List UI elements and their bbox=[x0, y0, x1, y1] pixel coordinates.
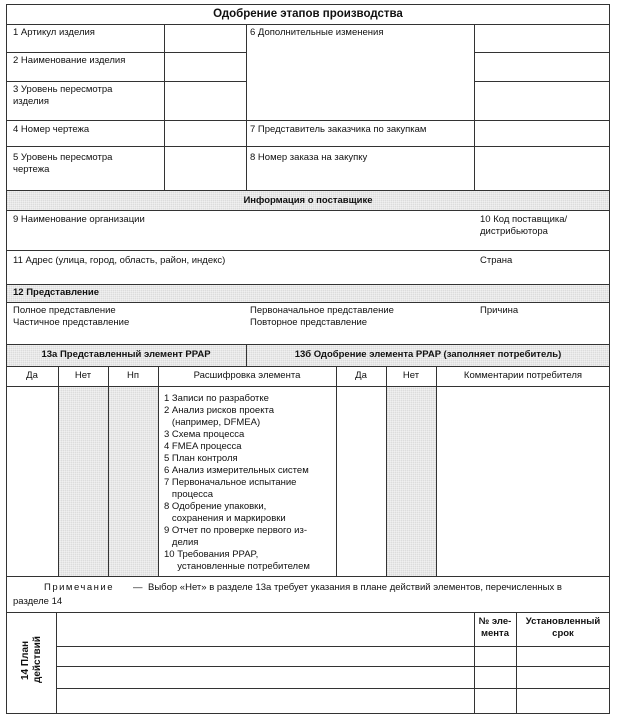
ppap-element-line: 2 Анализ рисков проекта bbox=[164, 405, 274, 416]
note-text-line2: разделе 14 bbox=[13, 596, 63, 607]
full-submission-label: Полное представление bbox=[13, 305, 116, 316]
col-no2-header: Нет bbox=[402, 370, 420, 381]
col-yes-header: Да bbox=[26, 370, 38, 381]
col-deadline-header-line2: срок bbox=[552, 628, 574, 639]
field-10-label: 10 Код поставщика/ bbox=[480, 214, 568, 225]
field-3-label: 3 Уровень пересмотра bbox=[13, 84, 113, 95]
ppap-element-line: (например, DFMEA) bbox=[164, 417, 261, 428]
ppap-element-line: 8 Одобрение упаковки, bbox=[164, 501, 267, 512]
ppap-elements-list bbox=[164, 393, 310, 573]
field-2-label: 2 Наименование изделия bbox=[13, 55, 126, 66]
field-4-label: 4 Номер чертежа bbox=[13, 124, 90, 135]
country-label: Страна bbox=[480, 255, 513, 266]
field-1-label: 1 Артикул изделия bbox=[13, 27, 95, 38]
field-5-label-line2: чертежа bbox=[13, 164, 50, 175]
field-3-label-line2: изделия bbox=[13, 96, 49, 107]
col-element-number-header: № эле- bbox=[478, 616, 512, 627]
resubmission-label: Повторное представление bbox=[250, 317, 368, 328]
field-7-label: 7 Представитель заказчика по закупкам bbox=[250, 124, 427, 135]
col-deadline-header: Установленный bbox=[525, 616, 601, 627]
action-plan-label: 14 План действий bbox=[20, 636, 43, 684]
section-13a-header: 13а Представленный элемент PPAP bbox=[41, 349, 211, 360]
col-na-header: Нп bbox=[126, 370, 139, 381]
partial-submission-label: Частичное представление bbox=[13, 317, 130, 328]
col-comments-header: Комментарии потребителя bbox=[463, 370, 583, 381]
form-title: Одобрение этапов производства bbox=[213, 8, 403, 20]
col-yes2-header: Да bbox=[355, 370, 367, 381]
section-13b-header: 13б Одобрение элемента PPAP (заполняет потребитель) bbox=[294, 349, 562, 360]
supplier-header: Информация о поставщике bbox=[243, 195, 373, 206]
submission-header: 12 Представление bbox=[13, 287, 100, 298]
ppap-element-line: 6 Анализ измерительных систем bbox=[164, 465, 309, 476]
ppap-element-line: 3 Схема процесса bbox=[164, 429, 245, 440]
field-5-label: 5 Уровень пересмотра bbox=[13, 152, 113, 163]
col-element-number-header-line2: мента bbox=[481, 628, 509, 639]
ppap-element-line: установленные потребителем bbox=[164, 561, 310, 572]
ppap-element-line: сохранения и маркировки bbox=[164, 513, 286, 524]
ppap-element-line: процесса bbox=[164, 489, 214, 500]
ppap-element-line: делия bbox=[164, 537, 199, 548]
ppap-element-line: 10 Требования PPAP, bbox=[164, 549, 259, 560]
ppap-element-line: 5 План контроля bbox=[164, 453, 238, 464]
field-8-label: 8 Номер заказа на закупку bbox=[250, 152, 368, 163]
ppap-element-line: 7 Первоначальное испытание bbox=[164, 477, 297, 488]
field-10-label-line2: дистрибьютора bbox=[480, 226, 548, 237]
field-9-label: 9 Наименование организации bbox=[13, 214, 145, 225]
note-text: Выбор «Нет» в разделе 13а требует указания в плане действий элементов, перечисленных в bbox=[148, 582, 562, 593]
ppap-element-line: 9 Отчет по проверке первого из- bbox=[164, 525, 307, 536]
ppap-element-line: 4 FMEA процесса bbox=[164, 441, 242, 452]
note-label: Примечание bbox=[44, 582, 114, 593]
note-dash: — bbox=[133, 582, 143, 593]
reason-label: Причина bbox=[480, 305, 519, 316]
col-no-header: Нет bbox=[74, 370, 92, 381]
ppap-element-line: 1 Записи по разработке bbox=[164, 393, 269, 404]
col-decode-header: Расшифровка элемента bbox=[193, 370, 301, 381]
initial-submission-label: Первоначальное представление bbox=[250, 305, 394, 316]
field-11-label: 11 Адрес (улица, город, область, район, индекс) bbox=[13, 255, 226, 266]
field-6-label: 6 Дополнительные изменения bbox=[250, 27, 384, 38]
